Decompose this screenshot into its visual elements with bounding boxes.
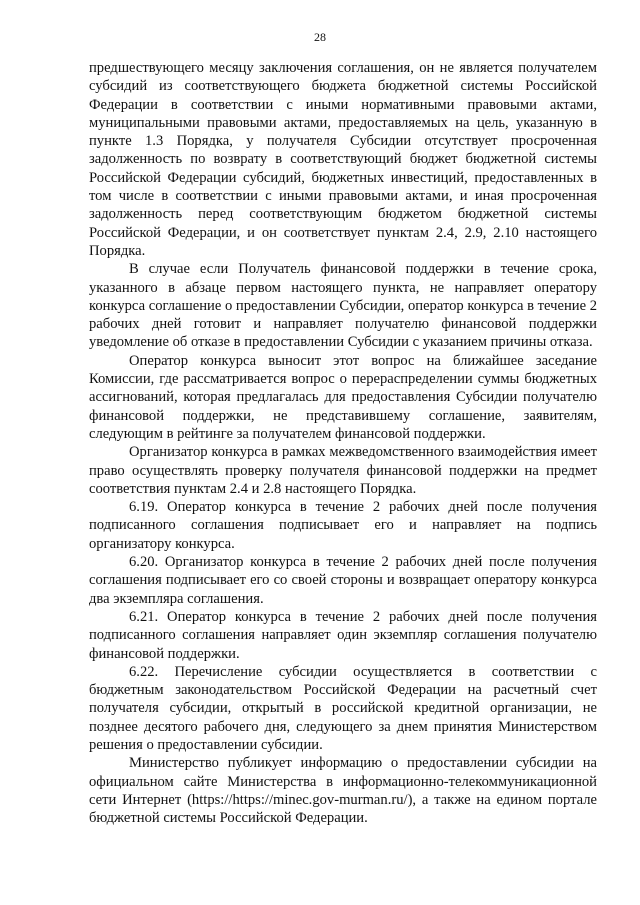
paragraph-refusal-notice: В случае если Получатель финансовой поддержки в течение срока, указанного в абзаце первом настоящего пункта, не направляет оператору конкурса соглашение о предоставлении Субсидии, оператор конкурса в течение 2 рабочих дней готовит и направляет получателю финансовой поддержки уведомление об отказе в предоставлении Субсидии с указанием причины отказа. <box>89 261 597 351</box>
paragraph-organizer-check: Организатор конкурса в рамках межведомственного взаимодействия имеет право осуществлять проверку получателя финансовой поддержки на предмет соответствия пунктам 2.4 и 2.8 настоящего Порядка. <box>89 444 597 497</box>
paragraph-publication: Министерство публикует информацию о предоставлении субсидии на официальном сайте Министерства в информационно-телекоммуникационной сети Интернет (https://https://minec.gov-murman.ru/), а также на едином портале бюджетной системы Российской Федерации. <box>89 755 597 827</box>
paragraph-continuation: предшествующего месяцу заключения соглашения, он не является получателем субсидий из соответствующего бюджета бюджетной системы Российской Федерации в соответствии с иными нормативными правовыми актами, муниципальными правовыми актами, предоставляемых на цель, указанную в пункте 1.3 Порядка, у получателя Субсидии отсутствует просроченная задолженность по возврату в соответствующий бюджет бюджетной системы Российской Федерации субсидий, бюджетных инвестиций, предоставленных в том числе в соответствии с иными правовыми актами, и иная просроченная задолженность перед соответствующим бюджетом бюджетной системы Российской Федерации, и он соответствует пунктам 2.4, 2.9, 2.10 настоящего Порядка. <box>89 60 597 259</box>
paragraph-6-21: 6.21. Оператор конкурса в течение 2 рабочих дней после получения подписанного соглашения направляет один экземпляр соглашения получателю финансовой поддержки. <box>89 608 597 662</box>
paragraph-6-20: 6.20. Организатор конкурса в течение 2 рабочих дней после получения соглашения подписывает его со своей стороны и возвращает оператору конкурса два экземпляра соглашения. <box>89 554 597 607</box>
paragraph-6-22: 6.22. Перечисление субсидии осуществляется в соответствии с бюджетным законодательством Российской Федерации на расчетный счет получателя субсидии, открытый в российской кредитной организации, не позднее десятого рабочего дня, следующего за днем принятия Министерством решения о предоставлении субсидии. <box>89 663 597 753</box>
paragraph-6-19: 6.19. Оператор конкурса в течение 2 рабочих дней после получения подписанного соглашения подписывает его и направляет на подпись организатору конкурса. <box>89 499 597 552</box>
page-number: 28 <box>314 30 326 44</box>
document-body <box>89 59 597 827</box>
paragraph-commission-reallocation: Оператор конкурса выносит этот вопрос на ближайшее заседание Комиссии, где рассматривается вопрос о перераспределении суммы бюджетных ассигнований, которая предлагалась для предоставления Субсидии получателю финансовой поддержки, не представившему соглашение, заявителям, следующим в рейтинге за получателем финансовой поддержки. <box>89 352 597 442</box>
